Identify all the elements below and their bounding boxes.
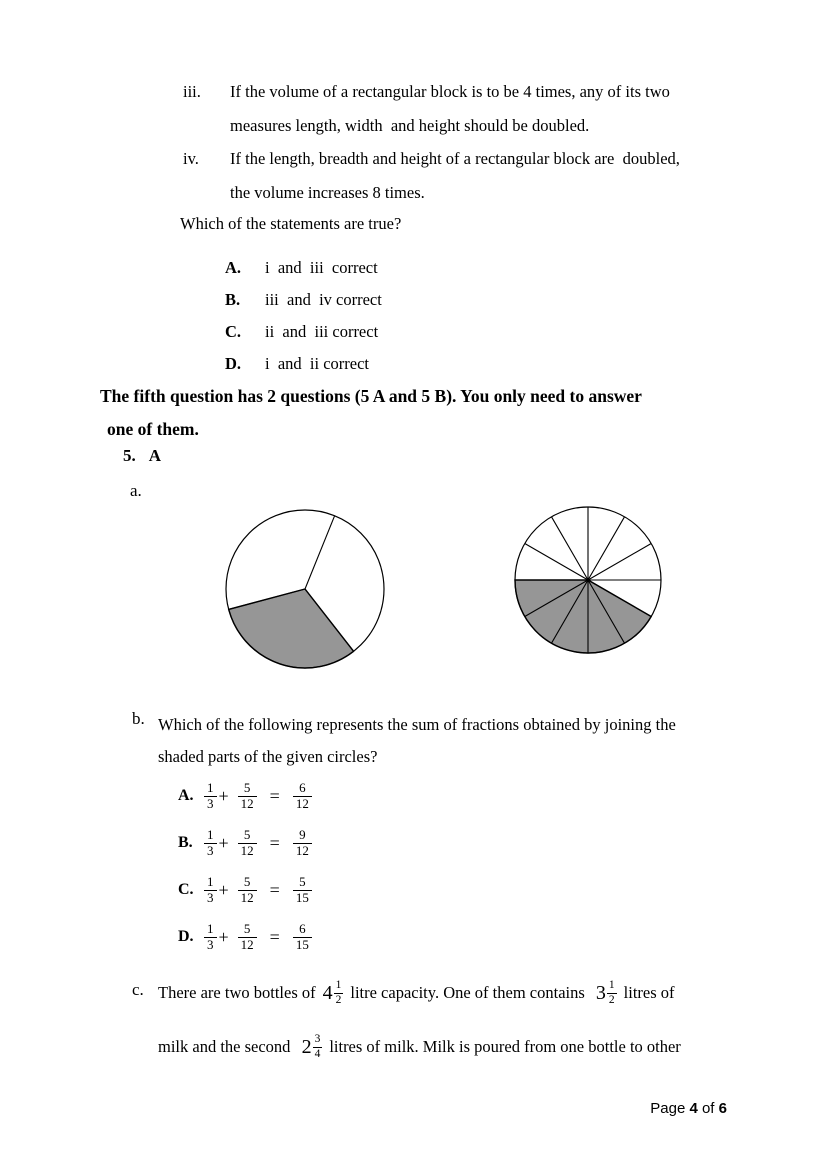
- shaded-sector: [515, 580, 651, 653]
- choice-item: [225, 252, 382, 284]
- denominator: 2: [335, 993, 342, 1006]
- sector-divider-line: [588, 544, 651, 581]
- fraction-circle-figure-2: [512, 504, 664, 656]
- statement-numeral: iv.: [183, 149, 199, 168]
- statement-line: the volume increases 8 times.: [230, 182, 425, 202]
- question-prompt: Which of the statements are true?: [180, 214, 402, 233]
- denominator: 15: [293, 937, 312, 953]
- fraction-option-label: D.: [178, 928, 194, 945]
- part-c-segment: milk and the second: [158, 1037, 295, 1056]
- mixed-number: [596, 979, 617, 1006]
- fraction-option: [178, 823, 312, 863]
- whole-number: 2: [301, 1035, 312, 1058]
- equals-operator: =: [269, 785, 280, 806]
- fraction-option-label: C.: [178, 881, 194, 898]
- numerator: 1: [207, 873, 214, 889]
- plus-operator: +: [218, 785, 229, 806]
- statement-line: If the volume of a rectangular block is to be 4 times, any of its two: [230, 82, 670, 101]
- fraction: [238, 828, 257, 859]
- shaded-sector: [229, 589, 354, 668]
- part-c: [132, 968, 681, 1072]
- statement-text: [230, 75, 670, 142]
- equals-operator: =: [269, 926, 280, 947]
- fraction: [238, 781, 257, 812]
- denominator: 2: [608, 993, 615, 1006]
- denominator: 4: [314, 1047, 321, 1060]
- fraction: [204, 922, 217, 953]
- numerator: 5: [243, 920, 251, 936]
- question-variant-label: A: [148, 446, 162, 465]
- denominator: 12: [238, 843, 257, 859]
- fraction-option: [178, 870, 312, 910]
- choice-text: ii and iii correct: [265, 322, 379, 341]
- fraction-circle-figure-1: [220, 503, 392, 675]
- choice-text: i and iii correct: [265, 258, 378, 277]
- fraction-option: [178, 917, 312, 957]
- denominator: 15: [293, 890, 312, 906]
- numerator: 1: [335, 979, 342, 992]
- page-footer: [634, 1083, 727, 1134]
- denominator: 3: [204, 843, 217, 859]
- fraction-option-list: [178, 776, 312, 964]
- part-c-segment: litres of milk. Milk is poured from one bottle to other: [329, 1037, 681, 1056]
- fraction-option-label: B.: [178, 834, 193, 851]
- fraction: [204, 828, 217, 859]
- page-label: Page: [650, 1100, 690, 1117]
- denominator: 12: [238, 890, 257, 906]
- instruction-line: The fifth question has 2 questions (5 A and 5 B). You only need to answer: [100, 386, 642, 406]
- fraction: [293, 828, 312, 859]
- fraction: [204, 781, 217, 812]
- fraction-option-label: A.: [178, 787, 194, 804]
- fraction: [204, 875, 217, 906]
- choice-label: C.: [225, 322, 242, 341]
- instruction-line: one of them.: [107, 418, 199, 439]
- sector-divider-line: [588, 517, 625, 580]
- fraction: [293, 781, 312, 812]
- mixed-number: [323, 979, 344, 1006]
- part-b-text: [158, 709, 676, 772]
- fraction: [313, 1033, 323, 1060]
- numerator: 1: [608, 979, 615, 992]
- part-c-label: c.: [132, 980, 144, 999]
- statement-text: [230, 142, 680, 209]
- numerator: 3: [314, 1033, 321, 1046]
- denominator: 12: [293, 796, 312, 812]
- part-c-text: [158, 968, 681, 1072]
- choice-list: [225, 252, 382, 380]
- sector-divider-line: [552, 517, 589, 580]
- part-b-line: Which of the following represents the sum of fractions obtained by joining the: [158, 715, 676, 734]
- numerator: 5: [299, 873, 306, 889]
- choice-item: [225, 284, 382, 316]
- part-c-segment: There are two bottles of: [158, 983, 316, 1002]
- statements-list: [183, 75, 680, 209]
- part-c-segment: litre capacity. One of them contains: [350, 983, 589, 1002]
- fraction-option: [178, 776, 312, 816]
- choice-item: [225, 348, 382, 380]
- denominator: 3: [204, 937, 217, 953]
- statement-numeral: iii.: [183, 82, 201, 101]
- fraction: [334, 979, 344, 1006]
- choice-label: A.: [225, 258, 242, 277]
- numerator: 9: [299, 826, 306, 842]
- denominator: 3: [204, 890, 217, 906]
- sector-divider-line: [305, 516, 335, 589]
- page-current: 4: [689, 1100, 698, 1117]
- part-b: [132, 709, 676, 772]
- statement-line: measures length, width and height should be doubled.: [230, 115, 590, 135]
- fraction: [238, 922, 257, 953]
- numerator: 5: [243, 826, 251, 842]
- sector-divider-line: [525, 544, 588, 581]
- page-total: 6: [718, 1100, 727, 1117]
- statement-line: If the length, breadth and height of a rectangular block are doubled,: [230, 149, 680, 168]
- denominator: 12: [238, 937, 257, 953]
- numerator: 5: [243, 779, 251, 795]
- numerator: 1: [207, 779, 214, 795]
- whole-number: 3: [595, 981, 606, 1004]
- instruction-text: [100, 380, 642, 445]
- plus-operator: +: [218, 832, 229, 853]
- fraction: [238, 875, 257, 906]
- denominator: 12: [238, 796, 257, 812]
- part-b-label: b.: [132, 709, 145, 728]
- statement-item: [183, 142, 680, 209]
- whole-number: 4: [322, 981, 333, 1004]
- statement-item: [183, 75, 680, 142]
- mixed-number: [302, 1033, 323, 1060]
- numerator: 5: [243, 873, 251, 889]
- numerator: 1: [207, 826, 214, 842]
- numerator: 6: [299, 779, 306, 795]
- choice-text: iii and iv correct: [265, 290, 382, 309]
- fraction: [607, 979, 617, 1006]
- choice-item: [225, 316, 382, 348]
- question-number: [123, 446, 161, 466]
- fraction: [293, 875, 312, 906]
- choice-label: D.: [225, 354, 242, 373]
- numerator: 6: [299, 920, 306, 936]
- numerator: 1: [207, 920, 214, 936]
- fraction: [293, 922, 312, 953]
- part-b-line: shaded parts of the given circles?: [158, 746, 378, 766]
- question-number-label: 5.: [123, 446, 136, 465]
- denominator: 12: [293, 843, 312, 859]
- plus-operator: +: [218, 879, 229, 900]
- plus-operator: +: [218, 926, 229, 947]
- denominator: 3: [204, 796, 217, 812]
- part-c-line: [158, 1022, 681, 1072]
- equals-operator: =: [269, 879, 280, 900]
- part-c-line: [158, 968, 681, 1018]
- of-label: of: [697, 1100, 719, 1117]
- part-c-segment: litres of: [623, 983, 675, 1002]
- equals-operator: =: [269, 832, 280, 853]
- part-a-label: a.: [130, 481, 142, 500]
- choice-text: i and ii correct: [265, 354, 369, 373]
- choice-label: B.: [225, 290, 241, 309]
